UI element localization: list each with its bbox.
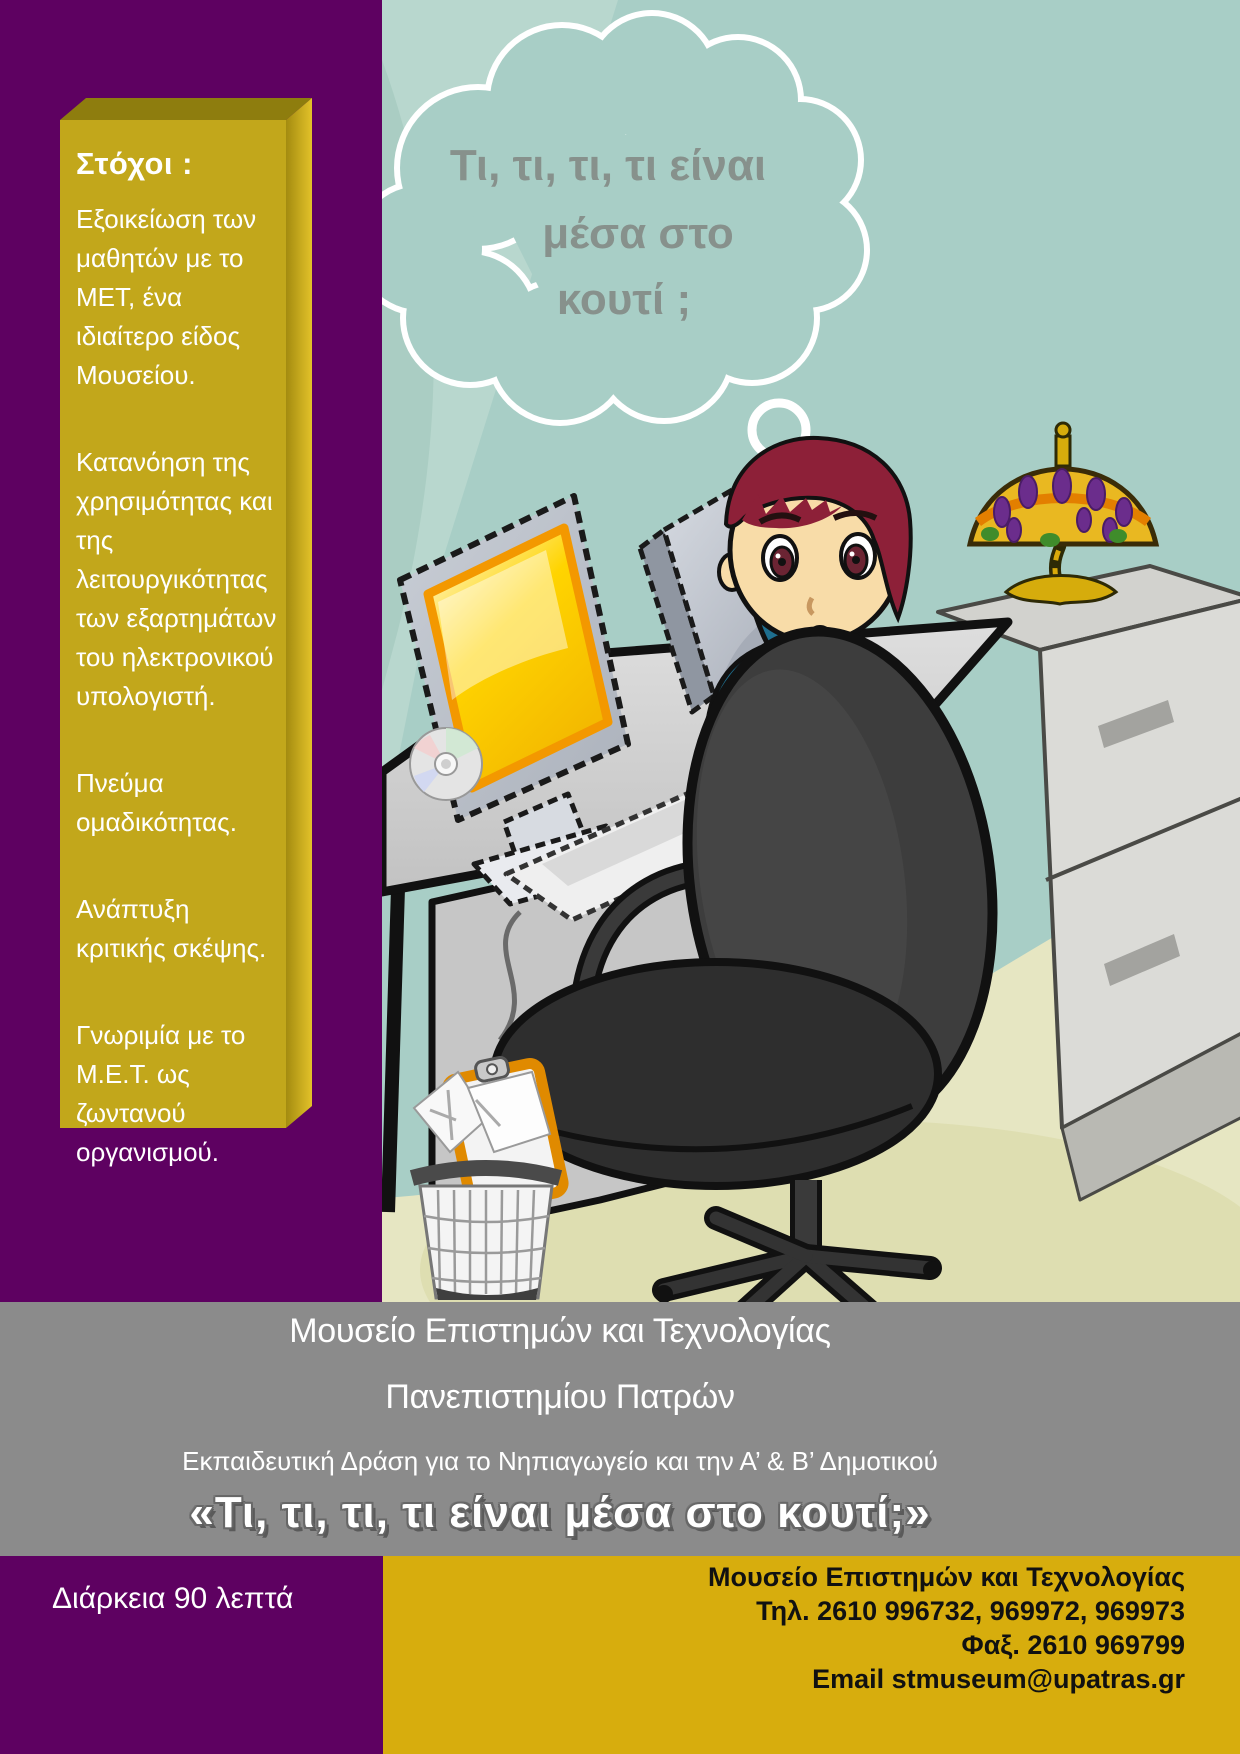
goal-item: Κατανόηση της χρησιμότητας και της λειτουργικότητας των εξαρτημάτων του ηλεκτρονικού υπολογιστή.	[76, 447, 277, 711]
goal-item: Ανάπτυξη κριτικής σκέψης.	[76, 894, 267, 963]
contact-email: Email stmuseum@upatras.gr	[812, 1664, 1185, 1694]
banner	[0, 1302, 1240, 1556]
museum-title-line2: Πανεπιστημίου Πατρών	[385, 1378, 735, 1416]
cd-disc-illustration	[410, 728, 482, 800]
goals-box-top-face	[60, 98, 312, 120]
duration-label: Διάρκεια 90 λεπτά	[52, 1582, 294, 1615]
goals-box-right-face	[286, 98, 312, 1128]
goals-box	[60, 120, 286, 1167]
contact-fax: Φαξ. 2610 969799	[961, 1630, 1185, 1660]
goal-item: Γνωριμία με το Μ.Ε.Τ. ως ζωντανού οργανισμού.	[76, 1020, 246, 1167]
bubble-text-line2: μέσα στο	[542, 209, 734, 258]
goals-title: Στόχοι :	[76, 146, 193, 181]
office-scene-illustration	[382, 0, 1240, 1302]
activity-title: «Τι, τι, τι, τι είναι μέσα στο κουτί;»	[189, 1488, 931, 1537]
contact-phone: Τηλ. 2610 996732, 969972, 969973	[756, 1596, 1185, 1626]
goal-item: Πνεύμα ομαδικότητας.	[76, 768, 237, 837]
banner-subtitle: Εκπαιδευτική Δράση για το Νηπιαγωγείο και την Α’ & Β’ Δημοτικού	[182, 1446, 938, 1476]
bubble-text-line3: κουτί ;	[556, 275, 692, 324]
contact-block	[485, 1560, 1185, 1696]
contact-name: Μουσείο Επιστημών και Τεχνολογίας	[708, 1562, 1185, 1592]
museum-title-line1: Μουσείο Επιστημών και Τεχνολογίας	[289, 1312, 831, 1350]
bubble-text-line1: Τι, τι, τι, τι είναι	[449, 141, 767, 190]
goal-item: Εξοικείωση των μαθητών με το ΜΕΤ, ένα ιδιαίτερο είδος Μουσείου.	[76, 204, 257, 390]
